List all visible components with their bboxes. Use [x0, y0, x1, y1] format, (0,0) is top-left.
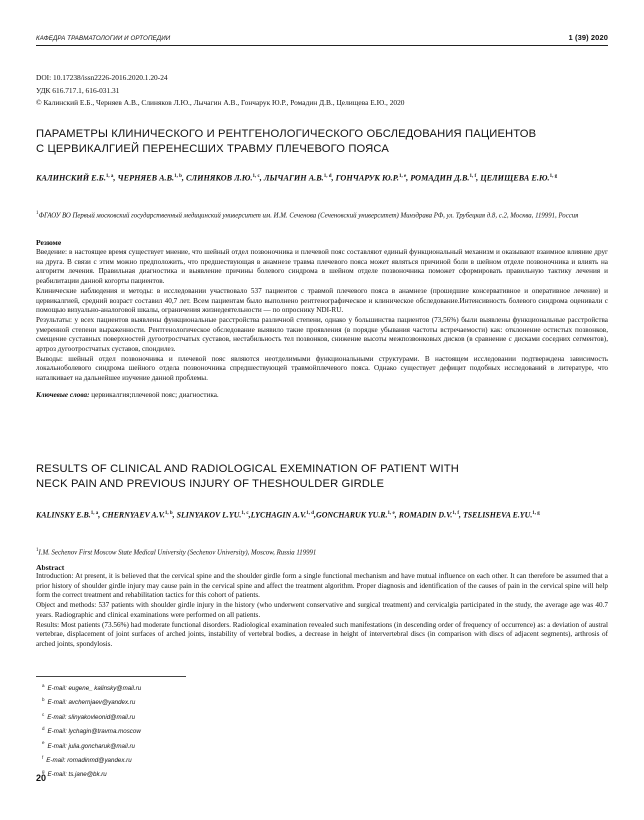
footnote-marker: e — [42, 740, 45, 746]
author-name: TSELISHEVA E.YU. — [462, 510, 533, 520]
udk: УДК 616.717.1, 616-031.31 — [36, 85, 120, 95]
issue-number: 1 (39) 2020 — [568, 33, 608, 42]
footnote-marker: c — [42, 711, 45, 717]
ru-abstract-intro: Введение: в настоящее время существует мнение, что шейный отдел позвоночника и плечевой пояс составляют единый функциональный механизм и оказывают взаимное влияние друг на друга. В связи с этим можно предположить, что предшествующая в анамнезе травма плечевого пояса может являться причиной боли в шейном отделе позвоночника и влиять на алгоритм лечения. Правильная диагностика и выявление причины болевого синдрома в шейном отделе позвоночника поможет сформировать правильную тактику лечения и реабилитации данной когорты пациентов. — [36, 248, 608, 286]
en-abstract — [36, 563, 608, 650]
running-header — [36, 33, 608, 46]
ru-abstract-heading: Резюме — [36, 238, 62, 247]
en-abstract-intro: Introduction: At present, it is believed that the cervical spine and the shoulder girdle form a single functional mechanism and have mutual influence on each other. It can therefore be assumed that a prior history of shoulder girdle injury may cause pain in the cervical spine and affect the treatment algorithm. Proper diagnosis and identification of the causes of pain in the cervical spine will help form the correct treatment and rehabilitation tactics for this cohort of patients. — [36, 572, 608, 600]
author-name: SLINYAKOV L.YU. — [176, 510, 242, 520]
author-name: ЧЕРНЯЕВ А.В. — [117, 173, 175, 183]
footnote-email[interactable] — [42, 709, 141, 723]
author-affiliation-marker: 1, f — [452, 511, 459, 516]
author-name: ROMADIN D.V. — [398, 510, 453, 520]
ru-abstract-methods: Клинические наблюдения и методы: в исследовании участвовало 537 пациентов с травмой плечевого пояса в анамнезе (прошедшие консервативное и оперативное лечение) и цервикалгией, средний возраст составил 40,7 лет. Всем пациентам было выполнено рентгенографическое и клиническое обследование.Интенсивность болевого синдрома оценивали с помощью визуально-аналоговой шкалы, ограничения жизнедеятельности — по опроснику NDI-RU. — [36, 286, 608, 315]
page-number: 20 — [36, 773, 47, 783]
author-affiliation-marker: 1, b — [174, 174, 182, 179]
author-name: ЛЫЧАГИН А.В. — [263, 173, 324, 183]
footnote-email[interactable] — [42, 766, 141, 780]
footnote-marker: d — [42, 726, 45, 732]
footnote-text: E-mail: avchernjaev@yandex.ru — [47, 699, 136, 707]
en-abstract-results: Results: Most patients (73.56%) had moderate functional disorders. Radiological examination revealed such manifestations (in descending order of frequency of occurrence) as: a deviation of austral vertebrae, displacement of joint surfaces of arched joints, instability of vertebral bodies, a decrease in height of intervertebral discs (in comparison with discs of adjacent segments), arthrosis of arched joints, spondylosis. — [36, 620, 608, 648]
footnotes — [42, 680, 141, 781]
ru-abstract-conclusions: Выводы: шейный отдел позвоночника и плечевой пояс являются неотделимыми функциональными структурами. В настоящем исследовании подтверждена зависимость локальноболевого синдрома шейного отдела позвоночника спредшествующей травмойплечевого пояса. Однако существует дефицит подобных исследований в литературе, что наталкивает на дальнейшее изучение данной проблемы. — [36, 354, 608, 383]
article-meta — [36, 72, 405, 110]
author-name: CHERNYAEV A.V. — [102, 510, 165, 520]
footnote-text: E-mail: julia.goncharuk@mail.ru — [47, 742, 135, 750]
ru-authors: КАЛИНСКИЙ Е.Б.$^{1, a}$, ЧЕРНЯЕВ А.В.$^{1, b}$, СЛИНЯКОВ Л.Ю.$^{1, c}$, ЛЫЧАГИН А.В.$^{1, d}$, ГОНЧАРУК Ю.Р.$^{1, e}$, РОМАДИН Д.В.$^{1, f}$, ЦЕЛИЩЕВА Е.Ю.$^{1, g}$ — [36, 173, 558, 183]
author-affiliation-marker: 1, c — [241, 511, 249, 516]
footnote-email[interactable] — [42, 723, 141, 737]
en-title: RESULTS OF CLINICAL AND RADIOLOGICAL EXEMINATION OF PATIENT WITH NECK PAIN AND PREVIOUS INJURY OF THESHOULDER GIRDLE — [36, 463, 459, 490]
author-affiliation-marker: 1, f — [469, 174, 477, 179]
author-name: KALINSKY E.B. — [36, 510, 91, 520]
author-affiliation-marker: 1, g — [532, 511, 540, 516]
journal-section: КАФЕДРА ТРАВМАТОЛОГИИ И ОРТОПЕДИИ — [36, 35, 171, 42]
footnote-email[interactable] — [42, 694, 141, 708]
en-authors: KALINSKY E.B.$^{1, a}$, CHERNYAEV A.V.$^{1, b}$, SLINYAKOV L.YU.$^{1, c}$,LYCHAGIN A.V.$^{1, d}$,GONCHARUK YU.R.$^{1, e}$, ROMADIN D.V.$^{1, f}$, TSELISHEVA E.YU.$^{1, g}$ — [36, 510, 540, 520]
en-affiliation: $^1$I.M. Sechenov First Moscow State Medical University (Sechenov University), Moscow, Russia 119991 — [36, 548, 317, 557]
footnote-marker: f — [42, 754, 44, 760]
author-affiliation-marker: 1, d — [323, 174, 332, 179]
footnote-divider — [36, 676, 186, 677]
author-name: РОМАДИН Д.В. — [410, 173, 470, 183]
ru-abstract — [36, 238, 608, 399]
footnote-text: E-mail: slinyakovleonid@mail.ru — [47, 713, 136, 721]
footnote-email[interactable] — [42, 752, 141, 766]
author-affiliation-marker: 1, d — [306, 511, 315, 516]
author-affiliation-marker: 1, g — [549, 174, 558, 179]
footnote-text: E-mail: lychagin@travma.moscow — [47, 728, 141, 736]
ru-keywords: Ключевые слова: цервикалгия;плечевой пояс; диагностика. — [36, 390, 219, 399]
author-affiliation-marker: 1, c — [252, 174, 260, 179]
footnote-text: E-mail: romadinmd@yandex.ru — [46, 756, 132, 764]
author-name: ГОНЧАРУК Ю.Р. — [335, 173, 399, 183]
footnote-text: E-mail: eugene_ kalinsky@mail.ru — [47, 685, 142, 693]
author-name: LYCHAGIN A.V. — [250, 510, 307, 520]
footnote-marker: b — [42, 697, 45, 703]
author-affiliation-marker: 1, e — [398, 174, 407, 179]
author-name: ЦЕЛИЩЕВА Е.Ю. — [480, 173, 550, 183]
author-affiliation-marker: 1, b — [164, 511, 173, 516]
footnote-email[interactable] — [42, 680, 141, 694]
copyright: © Калинский Е.Б., Черняев А.В., Слиняков Л.Ю., Лычагин А.В., Гончарук Ю.Р., Ромадин Д.В., Целищева Е.Ю., 2020 — [36, 98, 405, 107]
en-abstract-heading: Abstract — [36, 563, 65, 572]
footnote-email[interactable] — [42, 737, 141, 751]
author-name: СЛИНЯКОВ Л.Ю. — [185, 173, 253, 183]
author-affiliation-marker: 1, e — [387, 511, 395, 516]
footnote-text: E-mail: ts.jane@bk.ru — [47, 771, 107, 779]
author-affiliation-marker: 1, a — [90, 511, 99, 516]
en-abstract-methods: Object and methods: 537 patients with shoulder girdle injury in the history (who underwent conservative and surgical treatment) and cervicalgia participated in the study, the average age was 40.7 years. Radiographic and clinical examinations were performed on all patients. — [36, 601, 608, 619]
author-affiliation-marker: 1, a — [105, 174, 114, 179]
footnote-marker: g — [42, 769, 45, 775]
doi[interactable]: DOI: 10.17238/issn2226-2016.2020.1.20-24 — [36, 73, 168, 82]
footnote-marker: a — [42, 683, 45, 688]
ru-affiliation: $^1$ФГАОУ ВО Первый московский государственный медицинский университет им. И.М. Сеченова (Сеченовский университет) Минздрава РФ, ул. Трубецкая д.8, с.2, Москва, 119991, Россия — [36, 211, 579, 220]
ru-title: ПАРАМЕТРЫ КЛИНИЧЕСКОГО И РЕНТГЕНОЛОГИЧЕСКОГО ОБСЛЕДОВАНИЯ ПАЦИЕНТОВ С ЦЕРВИКАЛГИЕЙ ПЕРЕНЕСШИХ ТРАВМУ ПЛЕЧЕВОГО ПОЯСА — [36, 128, 537, 155]
author-name: КАЛИНСКИЙ Е.Б. — [36, 173, 106, 183]
author-name: GONCHARUK YU.R. — [316, 510, 388, 520]
ru-abstract-results: Результаты: у всех пациентов выявлены функциональные расстройства различной степени, однако у большинства пациентов (73,56%) были выявлены функциональные расстройства умеренной степени выраженности. Рентгенологическое обследование выявило такие проявления (в порядке убывания частоты встречаемости) как: отклонение остистых позвонков, смещение суставных поверхностей дугоотростчатых суставов, нестабильность тел позвонков, снижение высоты межпозвонковых дисков (в сравнение с дисками соседних сегментов), артроз дугоотростчатых суставов, спондилез. — [36, 315, 608, 354]
